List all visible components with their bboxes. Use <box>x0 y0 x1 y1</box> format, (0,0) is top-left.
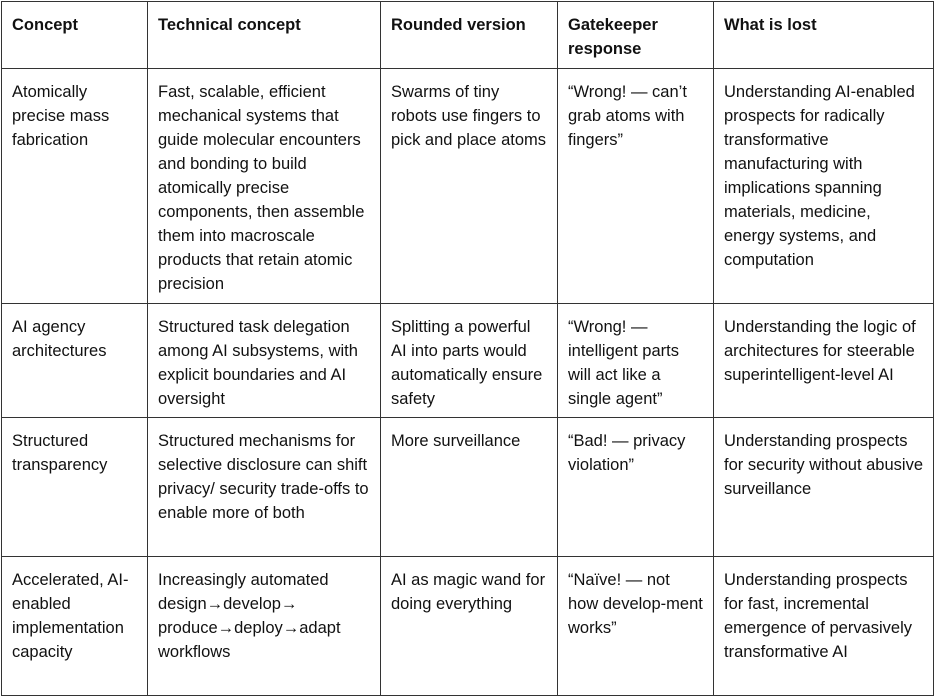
cell-technical-concept: Structured mechanisms for selective disclosure can shift privacy/ security trade-offs to enable more of both <box>148 418 381 557</box>
cell-what-is-lost: Understanding prospects for security without abusive surveillance <box>714 418 934 557</box>
cell-what-is-lost: Understanding prospects for fast, incremental emergence of pervasively transformative AI <box>714 557 934 696</box>
cell-concept: Structured transparency <box>2 418 148 557</box>
cell-concept: Accelerated, AI-enabled implementation capacity <box>2 557 148 696</box>
header-what-is-lost: What is lost <box>714 2 934 69</box>
cell-concept: AI agency architectures <box>2 304 148 418</box>
comparison-table <box>1 1 934 696</box>
header-concept: Concept <box>2 2 148 69</box>
cell-technical-concept: Increasingly automated design→develop→ produce→deploy→adapt workflows <box>148 557 381 696</box>
cell-gatekeeper-response: “Wrong! — can’t grab atoms with fingers” <box>558 69 714 304</box>
header-row <box>2 2 934 69</box>
header-gatekeeper-response: Gatekeeper response <box>558 2 714 69</box>
header-technical-concept: Technical concept <box>148 2 381 69</box>
cell-rounded-version: Swarms of tiny robots use fingers to pick and place atoms <box>381 69 558 304</box>
cell-concept: Atomically precise mass fabrication <box>2 69 148 304</box>
cell-rounded-version: AI as magic wand for doing everything <box>381 557 558 696</box>
cell-gatekeeper-response: “Wrong! — intelligent parts will act like a single agent” <box>558 304 714 418</box>
cell-what-is-lost: Understanding AI-enabled prospects for radically transformative manufacturing with implications spanning materials, medicine, energy systems, and computation <box>714 69 934 304</box>
table-row <box>2 557 934 696</box>
cell-what-is-lost: Understanding the logic of architectures for steerable superintelligent-level AI <box>714 304 934 418</box>
cell-technical-concept: Structured task delegation among AI subsystems, with explicit boundaries and AI oversight <box>148 304 381 418</box>
cell-rounded-version: More surveillance <box>381 418 558 557</box>
table-row <box>2 418 934 557</box>
cell-rounded-version: Splitting a powerful AI into parts would automatically ensure safety <box>381 304 558 418</box>
table-row <box>2 69 934 304</box>
cell-gatekeeper-response: “Naïve! — not how develop-ment works” <box>558 557 714 696</box>
cell-technical-concept: Fast, scalable, efficient mechanical systems that guide molecular encounters and bonding to build atomically precise components, then assemble them into macroscale products that retain atomic precision <box>148 69 381 304</box>
cell-gatekeeper-response: “Bad! — privacy violation” <box>558 418 714 557</box>
table-row <box>2 304 934 418</box>
header-rounded-version: Rounded version <box>381 2 558 69</box>
